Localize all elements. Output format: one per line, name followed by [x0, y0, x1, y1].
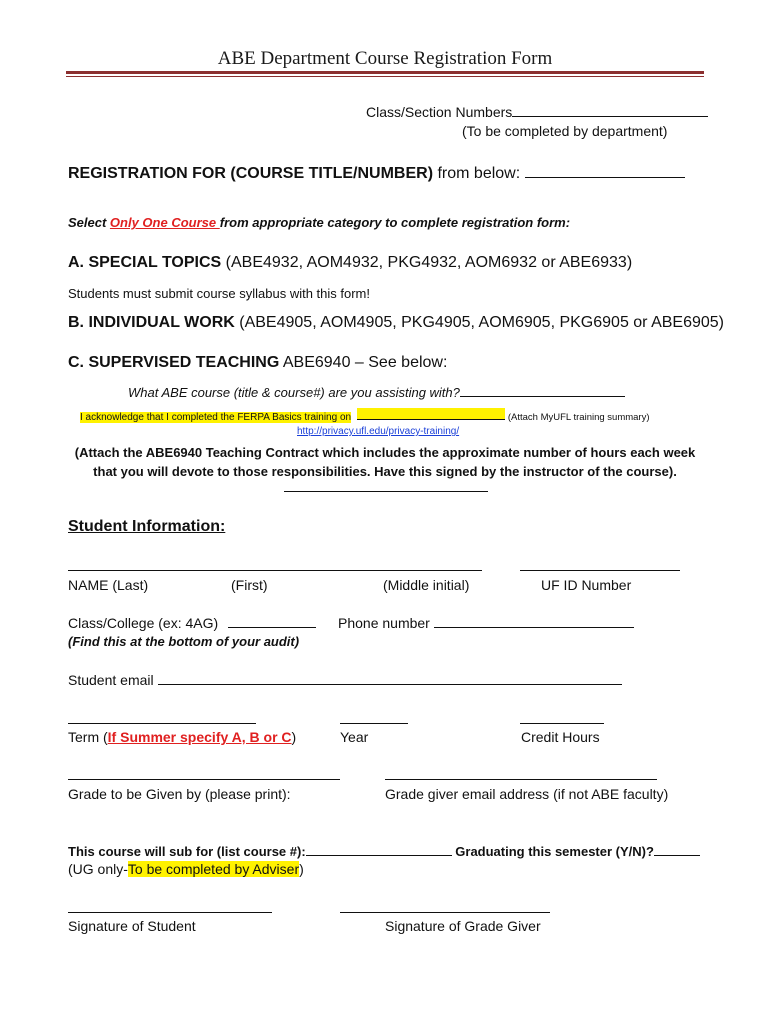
- section-c-row: [68, 354, 447, 372]
- grader-signature-line[interactable]: [340, 912, 550, 913]
- ferpa-row: [80, 408, 650, 423]
- ferpa-date-field[interactable]: [357, 408, 505, 420]
- privacy-training-link[interactable]: http://privacy.ufl.edu/privacy-training/: [297, 426, 460, 437]
- section-b-heading: B. INDIVIDUAL WORK: [68, 314, 235, 331]
- form-title: ABE Department Course Registration Form: [217, 48, 553, 69]
- ug-prefix: (UG only-: [68, 861, 128, 877]
- term-summer-note: If Summer specify A, B or C: [107, 729, 292, 745]
- section-a-row: [68, 254, 632, 272]
- assisting-course-field[interactable]: [460, 384, 625, 397]
- credit-hours-label: Credit Hours: [521, 729, 600, 745]
- contract-line-1: (Attach the ABE6940 Teaching Contract which includes the approximate number of hours each week: [74, 445, 696, 460]
- year-field-line[interactable]: [340, 723, 408, 724]
- section-a-courses: (ABE4932, AOM4932, PKG4932, AOM6932 or ABE6933): [221, 254, 633, 271]
- phone-label: Phone number: [338, 615, 430, 631]
- assisting-question-row: [128, 384, 625, 400]
- class-college-label: Class/College (ex: 4AG): [68, 615, 219, 631]
- signature-student-label: Signature of Student: [68, 918, 196, 934]
- ferpa-statement: I acknowledge that I completed the FERPA Basics training on: [80, 412, 352, 423]
- sub-course-field[interactable]: [306, 843, 452, 856]
- title-divider-thick: [66, 71, 704, 74]
- select-instruction: [68, 215, 570, 230]
- student-signature-line[interactable]: [68, 912, 272, 913]
- section-b-courses: (ABE4905, AOM4905, PKG4905, AOM6905, PKG6905 or ABE6905): [234, 314, 725, 331]
- find-note: (Find this at the bottom of your audit): [68, 634, 300, 649]
- select-suffix: from appropriate category to complete registration form:: [219, 215, 571, 230]
- phone-row: [338, 615, 634, 631]
- registration-course-field[interactable]: [525, 165, 685, 178]
- select-emphasis: Only One Course: [109, 215, 220, 230]
- class-section-note: (To be completed by department): [462, 123, 668, 139]
- grade-giver-field-line[interactable]: [68, 779, 340, 780]
- class-section-field[interactable]: [512, 104, 708, 117]
- registration-suffix: from below:: [433, 165, 525, 182]
- graduating-label: Graduating this semester (Y/N)?: [451, 844, 654, 859]
- ug-note: [68, 861, 304, 877]
- select-prefix: Select: [68, 215, 110, 230]
- class-section-label: Class/Section Numbers: [366, 104, 513, 120]
- signature-grader-label: Signature of Grade Giver: [385, 918, 541, 934]
- ug-suffix: ): [299, 861, 304, 877]
- name-field-line[interactable]: [68, 570, 482, 571]
- name-middle-label: (Middle initial): [383, 577, 470, 593]
- credit-hours-field-line[interactable]: [520, 723, 604, 724]
- term-prefix: Term (: [68, 729, 108, 745]
- name-last-label: NAME (Last): [68, 577, 149, 593]
- email-row: [68, 672, 622, 688]
- sub-course-row: [68, 843, 700, 859]
- name-first-label: (First): [231, 577, 268, 593]
- ufid-field-line[interactable]: [520, 570, 680, 571]
- section-a-heading: A. SPECIAL TOPICS: [68, 254, 222, 271]
- graduating-field[interactable]: [654, 843, 700, 856]
- section-a-note: Students must submit course syllabus with this form!: [68, 286, 371, 301]
- section-b-row: [68, 314, 724, 332]
- sub-course-label: This course will sub for (list course #):: [68, 844, 306, 859]
- registration-label: REGISTRATION FOR (COURSE TITLE/NUMBER): [68, 165, 434, 182]
- class-section-row: [366, 104, 708, 120]
- grade-giver-email-field-line[interactable]: [385, 779, 657, 780]
- ug-adviser-highlight: To be completed by Adviser: [127, 861, 300, 877]
- student-info-heading: Student Information:: [68, 518, 226, 535]
- instructor-signature-line[interactable]: [284, 491, 488, 492]
- assisting-question: What ABE course (title & course#) are you assisting with?: [128, 385, 460, 400]
- registration-row: [68, 165, 685, 183]
- section-c-heading: C. SUPERVISED TEACHING: [68, 354, 280, 371]
- term-field-line[interactable]: [68, 723, 256, 724]
- class-college-field[interactable]: [228, 615, 316, 628]
- class-college-row: [68, 615, 316, 631]
- year-label: Year: [340, 729, 369, 745]
- term-label: [68, 729, 296, 745]
- contract-line-2: that you will devote to those responsibilities. Have this signed by the instructor of the course).: [93, 464, 677, 479]
- term-suffix: ): [291, 729, 297, 745]
- email-field[interactable]: [158, 672, 622, 685]
- grade-given-by-label: Grade to be Given by (please print):: [68, 786, 291, 802]
- ufid-label: UF ID Number: [541, 577, 632, 593]
- ferpa-note: (Attach MyUFL training summary): [507, 412, 650, 423]
- email-label: Student email: [68, 672, 154, 688]
- title-divider-thin: [66, 76, 704, 77]
- section-c-courses: ABE6940 – See below:: [279, 354, 448, 371]
- grade-giver-email-label: Grade giver email address (if not ABE faculty): [385, 786, 669, 802]
- phone-field[interactable]: [434, 615, 634, 628]
